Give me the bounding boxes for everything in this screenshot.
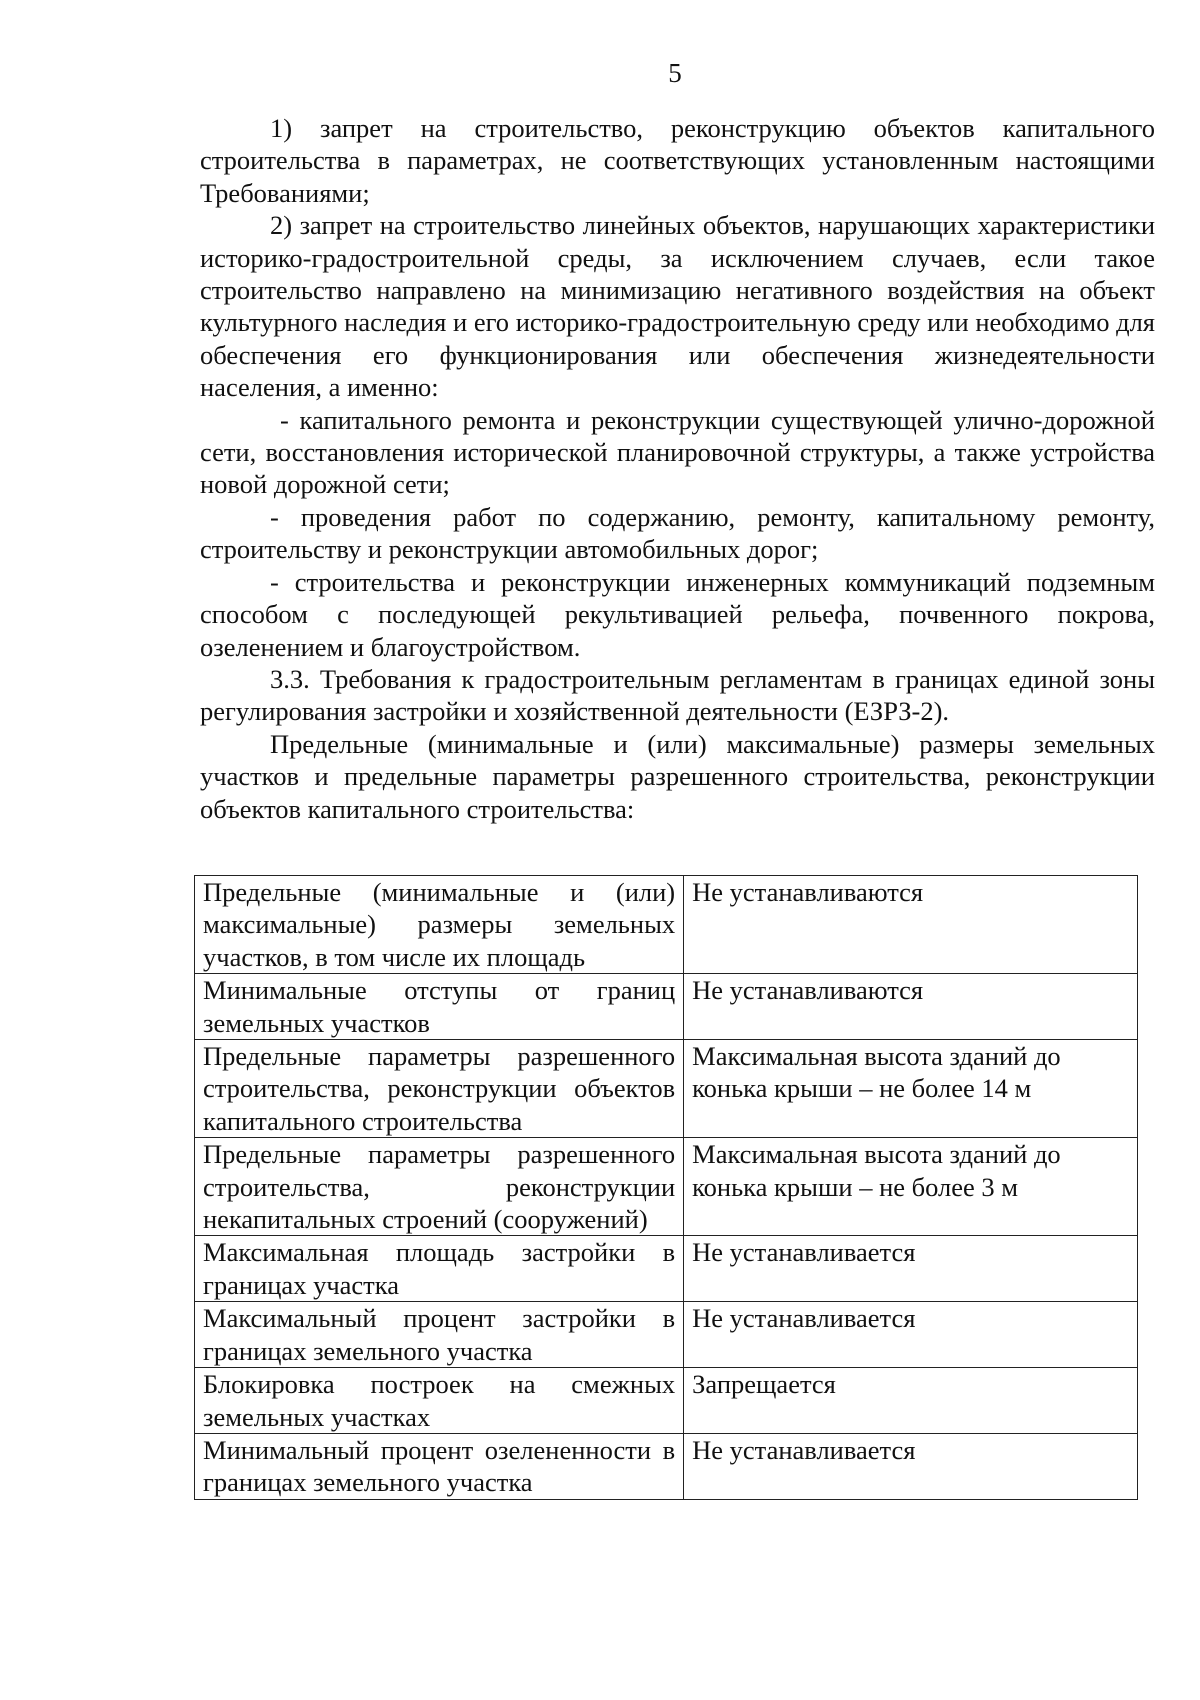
- param-cell: Предельные параметры разрешенного строительства, реконструкции объектов капитального строительства: [195, 1040, 684, 1138]
- table-row: [195, 1138, 1138, 1236]
- document-body: [200, 112, 1155, 825]
- value-cell: Запрещается: [684, 1368, 1138, 1434]
- value-cell: Максимальная высота зданий до конька крыши – не более 14 м: [684, 1040, 1138, 1138]
- paragraph-item-2: 2) запрет на строительство линейных объектов, нарушающих характеристики историко-градостроительной среды, за исключением случаев, если такое строительство направлено на минимизацию негативного воздействия на объект культурного наследия и его историко-градостроительную среду или необходимо для обеспечения его функционирования или обеспечения жизнедеятельности населения, а именно:: [200, 210, 1155, 403]
- value-cell: Максимальная высота зданий до конька крыши – не более 3 м: [684, 1138, 1138, 1236]
- param-cell: Максимальный процент застройки в границах земельного участка: [195, 1302, 684, 1368]
- paragraph-subitem-2: - проведения работ по содержанию, ремонту, капитальному ремонту, строительству и реконструкции автомобильных дорог;: [200, 501, 1155, 565]
- paragraph-table-intro: Предельные (минимальные и (или) максимальные) размеры земельных участков и предельные параметры разрешенного строительства, реконструкции объектов капитального строительства:: [200, 728, 1155, 824]
- table-row: [195, 1368, 1138, 1434]
- table-row: [195, 1040, 1138, 1138]
- table-row: [195, 974, 1138, 1040]
- value-cell: Не устанавливается: [684, 1433, 1138, 1499]
- paragraph-subitem-3: - строительства и реконструкции инженерных коммуникаций подземным способом с последующей рекультивацией рельефа, почвенного покрова, озеленением и благоустройством.: [200, 566, 1155, 662]
- param-cell: Минимальные отступы от границ земельных участков: [195, 974, 684, 1040]
- value-cell: Не устанавливается: [684, 1236, 1138, 1302]
- param-cell: Блокировка построек на смежных земельных участках: [195, 1368, 684, 1434]
- paragraph-subitem-1: - капитального ремонта и реконструкции существующей улично-дорожной сети, восстановления исторической планировочной структуры, а также устройства новой дорожной сети;: [200, 404, 1155, 500]
- param-cell: Минимальный процент озелененности в границах земельного участка: [195, 1433, 684, 1499]
- paragraph-item-1: 1) запрет на строительство, реконструкцию объектов капитального строительства в параметрах, не соответствующих установленным настоящими Требованиями;: [200, 113, 1155, 208]
- value-cell: Не устанавливается: [684, 1302, 1138, 1368]
- parameters-table: [194, 875, 1138, 1500]
- param-cell: Максимальная площадь застройки в границах участка: [195, 1236, 684, 1302]
- page-number: 5: [668, 58, 682, 88]
- param-cell: Предельные параметры разрешенного строительства, реконструкции некапитальных строений (сооружений): [195, 1138, 684, 1236]
- table-row: [195, 876, 1138, 974]
- table-row: [195, 1433, 1138, 1499]
- value-cell: Не устанавливаются: [684, 876, 1138, 974]
- value-cell: Не устанавливаются: [684, 974, 1138, 1040]
- paragraph-section-3-3: 3.3. Требования к градостроительным регламентам в границах единой зоны регулирования застройки и хозяйственной деятельности (ЕЗРЗ-2).: [200, 663, 1155, 727]
- table-row: [195, 1236, 1138, 1302]
- param-cell: Предельные (минимальные и (или) максимальные) размеры земельных участков, в том числе их площадь: [195, 876, 684, 974]
- table-row: [195, 1302, 1138, 1368]
